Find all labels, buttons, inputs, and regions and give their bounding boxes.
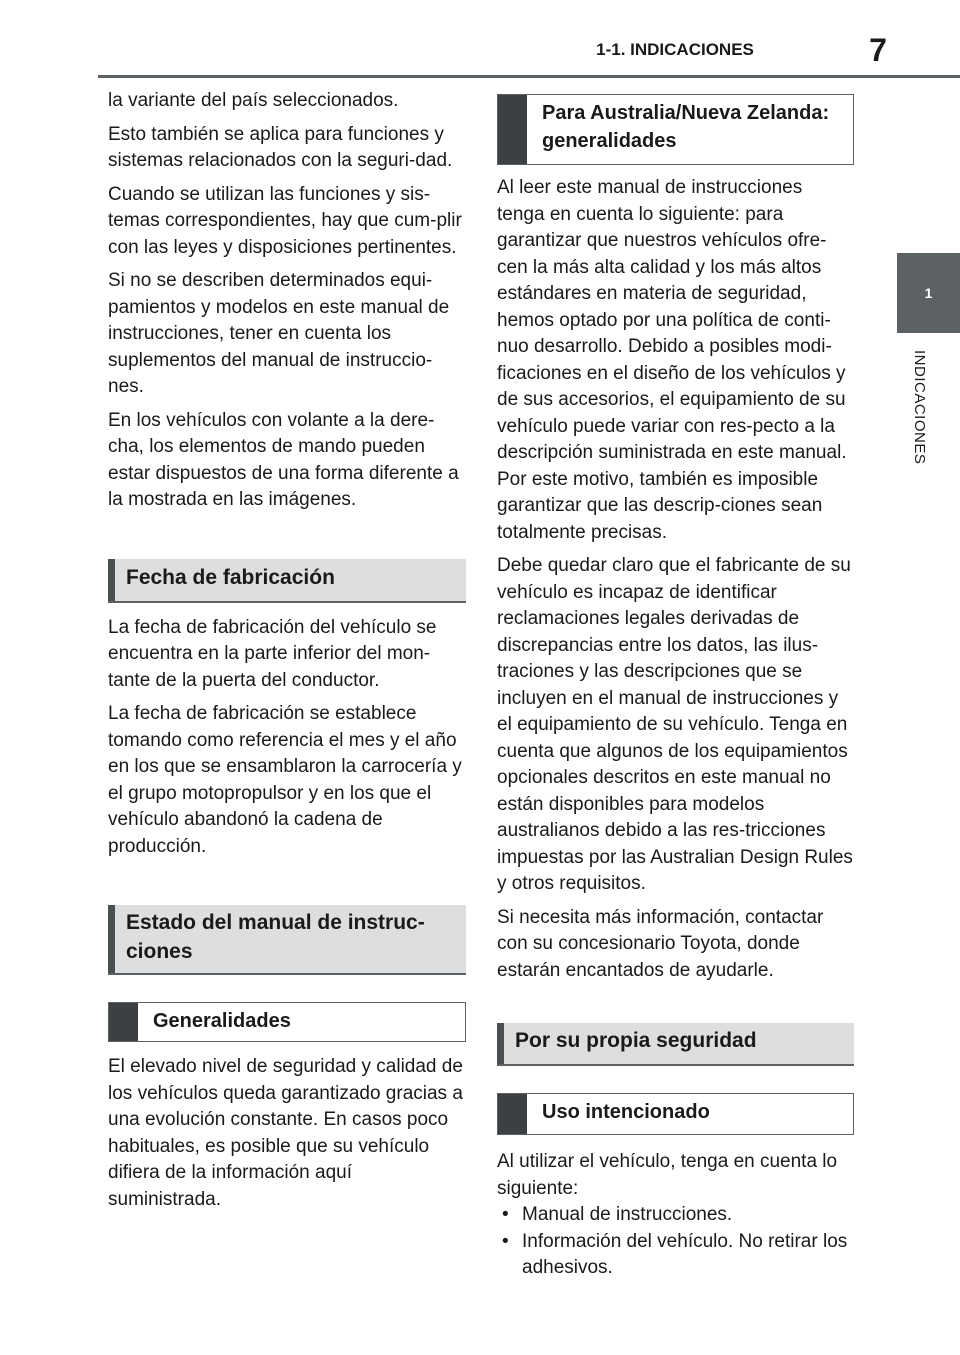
list-item: • Manual de instrucciones. — [497, 1202, 854, 1229]
subheading-text: Uso intencionado — [542, 1101, 710, 1123]
chapter-side-label-text: INDICACIONES — [911, 350, 928, 465]
paragraph: la variante del país seleccionados. — [108, 90, 399, 111]
paragraph: Esto también se aplica para funciones y sistemas relacionados con la seguri-dad. — [108, 123, 453, 171]
subheading-australia — [497, 94, 854, 165]
chapter-side-label — [900, 350, 940, 490]
paragraph: Cuando se utilizan las funciones y sis-temas correspondientes, hay que cum-plir con las leyes y disposiciones pertinentes. — [108, 183, 462, 258]
subheading-uso-intencionado — [497, 1093, 854, 1135]
paragraph: El elevado nivel de seguridad y calidad de los vehículos queda garantizado gracias a una evolución constante. En casos poco habituales, es posible que su vehículo difiera de la información aquí suministrada. — [108, 1056, 463, 1210]
paragraph: Al leer este manual de instrucciones tenga en cuenta lo siguiente: para garantizar que nuestros vehículos ofre-cen la más alta calidad y los más altos estándares en materia de seguridad, hemos optado por una política de conti-nuo desarrollo. Debido a posibles modi-ficaciones en el diseño de los vehículos y de sus accesorios, el equipamiento de su vehículo puede variar con res-pecto a la descripción suministrada en este manual. Por este motivo, también es imposible garantizar que las descrip-ciones sean totalmente precisas. — [497, 177, 847, 543]
section-title: 1-1. INDICACIONES — [596, 40, 754, 59]
heading-text: Por su propia seguridad — [515, 1029, 757, 1052]
chapter-tab-number: 1 — [924, 285, 933, 301]
right-column — [497, 94, 854, 1282]
list-item: • Información del vehículo. No retirar los adhesivos. — [497, 1229, 854, 1282]
bullet-list — [497, 1202, 854, 1282]
heading-fecha-fabricacion — [108, 559, 466, 603]
page-number: 7 — [869, 32, 887, 68]
left-column — [108, 88, 466, 1220]
paragraph: La fecha de fabricación se establece tomando como referencia el mes y el año en los que se ensamblaron la carrocería y el grupo motopropulsor y en los que el vehículo abandonó la cadena de producción. — [108, 703, 462, 857]
subheading-text: Generalidades — [153, 1010, 291, 1032]
heading-estado-manual — [108, 905, 466, 975]
paragraph: La fecha de fabricación del vehículo se encuentra en la parte inferior del mon-tante de la puerta del conductor. — [108, 616, 437, 691]
header-divider — [98, 75, 960, 78]
paragraph: En los vehículos con volante a la dere-cha, los elementos de mando pueden estar dispuestos de una forma diferente a la mostrada en las imágenes. — [108, 409, 459, 510]
paragraph: Si no se describen determinados equi-pamientos y modelos en este manual de instrucciones, tener en cuenta los suplementos del manual de instruccio-nes. — [108, 270, 450, 397]
subheading-text: Para Australia/Nueva Zelanda: generalidades — [542, 102, 830, 152]
heading-text: Fecha de fabricación — [126, 565, 335, 589]
paragraph: Al utilizar el vehículo, tenga en cuenta lo siguiente: — [497, 1151, 838, 1199]
subheading-generalidades — [108, 1002, 466, 1042]
chapter-tab[interactable] — [897, 253, 960, 333]
paragraph: Si necesita más información, contactar con su concesionario Toyota, donde estarán encantados de ayudarle. — [497, 906, 824, 981]
heading-propia-seguridad — [497, 1023, 854, 1066]
heading-text: Estado del manual de instruc-ciones — [126, 911, 425, 963]
paragraph: Debe quedar claro que el fabricante de su vehículo es incapaz de identificar reclamaciones legales derivadas de discrepancias entre los datos, las ilus-traciones y las descripciones que se incluyen en el manual de instrucciones y el equipamiento de su vehículo. Tenga en cuenta que algunos de los equipamientos opcionales descritos en este manual no están disponibles para modelos australianos debido a las res-tricciones impuestas por las Australian Design Rules y otros requisitos. — [497, 555, 853, 894]
